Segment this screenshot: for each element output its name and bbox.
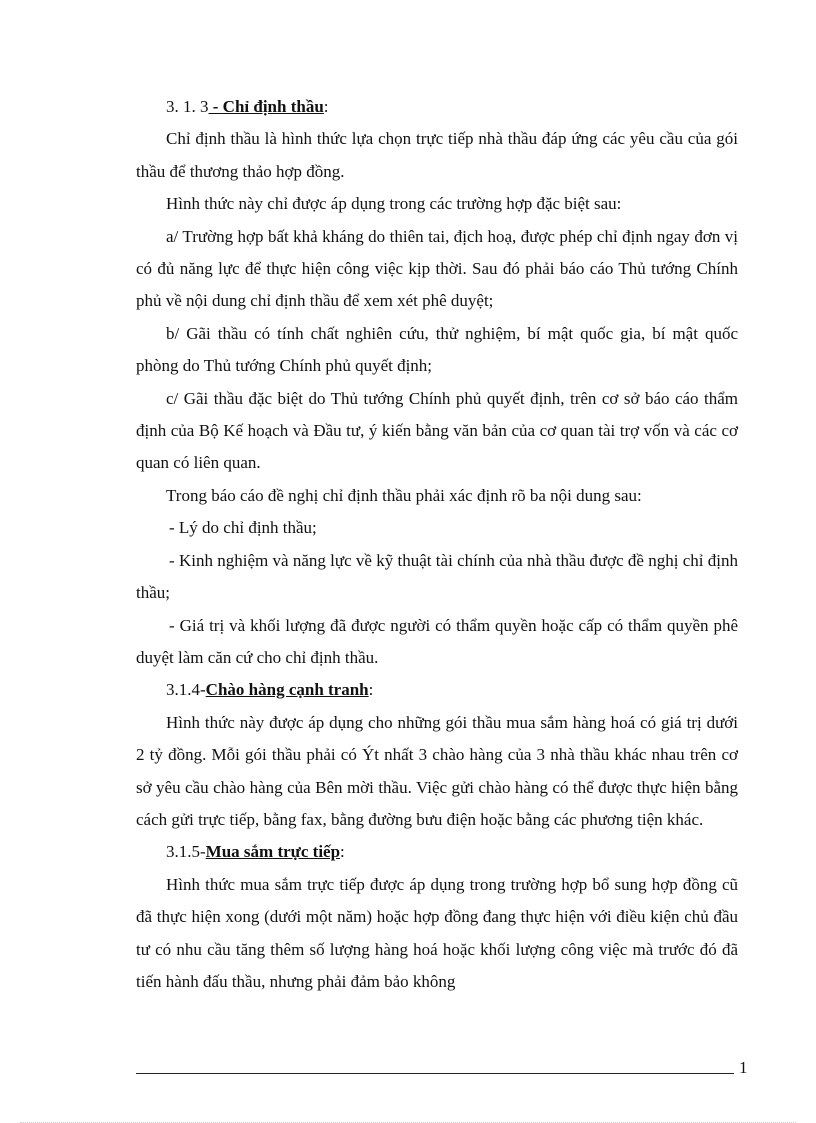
footer-rule [136,1073,734,1074]
list-item-b: b/ Gãi thầu có tính chất nghiên cứu, thử nghiệm, bí mật quốc gia, bí mật quốc phòng do Thủ tướng Chính phủ quyết định; [136,323,738,376]
section-number: 3.1.4- [166,680,206,700]
section-title-text: Mua sắm trực tiếp [205,842,341,862]
section-heading-3-1-4 [136,674,738,706]
list-item-a: a/ Trường hợp bất khả kháng do thiên tai, địch hoạ, được phép chỉ định ngay đơn vị có đủ năng lực để thực hiện công việc kịp thời. Sau đó phải báo cáo Thủ tướng Chính phủ về nội dung chỉ định thầu để xem xét phê duyệt; [136,226,738,311]
paragraph-direct-purchase: Hình thức mua sắm trực tiếp được áp dụng trong trường hợp bổ sung hợp đồng cũ đã thực hiện xong (dưới một năm) hoặc hợp đồng đang thực hiện với điều kiện chủ đầu tư có nhu cầu tăng thêm số lượng hàng hoá hoặc khối lượng công việc mà trước đó đã tiến hành đấu thầu, nhưng phải đảm bảo không [136,874,738,991]
section-suffix: : [340,842,345,862]
page-number: 1 [739,1058,748,1077]
section-suffix: : [368,680,374,700]
paragraph-definition: Chỉ định thầu là hình thức lựa chọn trực tiếp nhà thầu đáp ứng các yêu cầu của gói thầu để thương thảo hợp đồng. [136,129,738,181]
list-item-reason: - Lý do chỉ định thầu; [169,518,317,538]
paragraph-cases-intro: Hình thức này chỉ được áp dụng trong các trường hợp đặc biệt sau: [166,194,622,214]
list-item-experience: - Kinh nghiệm và năng lực về kỹ thuật tài chính của nhà thầu được đề nghị chỉ định thầu; [136,550,738,603]
section-suffix: : [323,97,329,116]
section-number: 3. 1. 3 [166,97,209,116]
paragraph-competitive-offer: Hình thức này được áp dụng cho những gói thầu mua sắm hàng hoá có giá trị dưới 2 tỷ đồng. Mỗi gói thầu phải có Ýt nhất 3 chào hàng của 3 nhà thầu khác nhau trên cơ sở yêu cầu chào hàng của Bên mời thầu. Việc gửi chào hàng có thể được thực hiện bằng cách gửi trực tiếp, bằng fax, bằng đường bưu điện hoặc bằng các phương tiện khác. [136,712,738,829]
section-title [209,97,324,116]
section-heading-3-1-5 [136,836,738,868]
section-title-text: Chỉ định thầu [222,97,324,116]
list-item-c: c/ Gãi thầu đặc biệt do Thủ tướng Chính phủ quyết định, trên cơ sở báo cáo thẩm định của Bộ Kế hoạch và Đầu tư, ý kiến bằng văn bản của cơ quan tài trợ vốn và các cơ quan có liên quan. [136,388,738,473]
list-item-value: - Giá trị và khối lượng đã được người có thẩm quyền hoặc cấp có thẩm quyền phê duyệt làm căn cứ cho chỉ định thầu. [136,615,738,667]
section-heading-3-1-3 [136,91,738,123]
section-number: 3.1.5- [166,842,206,862]
section-title-text: Chào hàng cạnh tranh [205,680,369,700]
document-body [136,91,738,998]
paragraph-report-intro: Trong báo cáo đề nghị chỉ định thầu phải xác định rõ ba nội dung sau: [166,485,642,505]
section-separator: - [208,97,223,116]
